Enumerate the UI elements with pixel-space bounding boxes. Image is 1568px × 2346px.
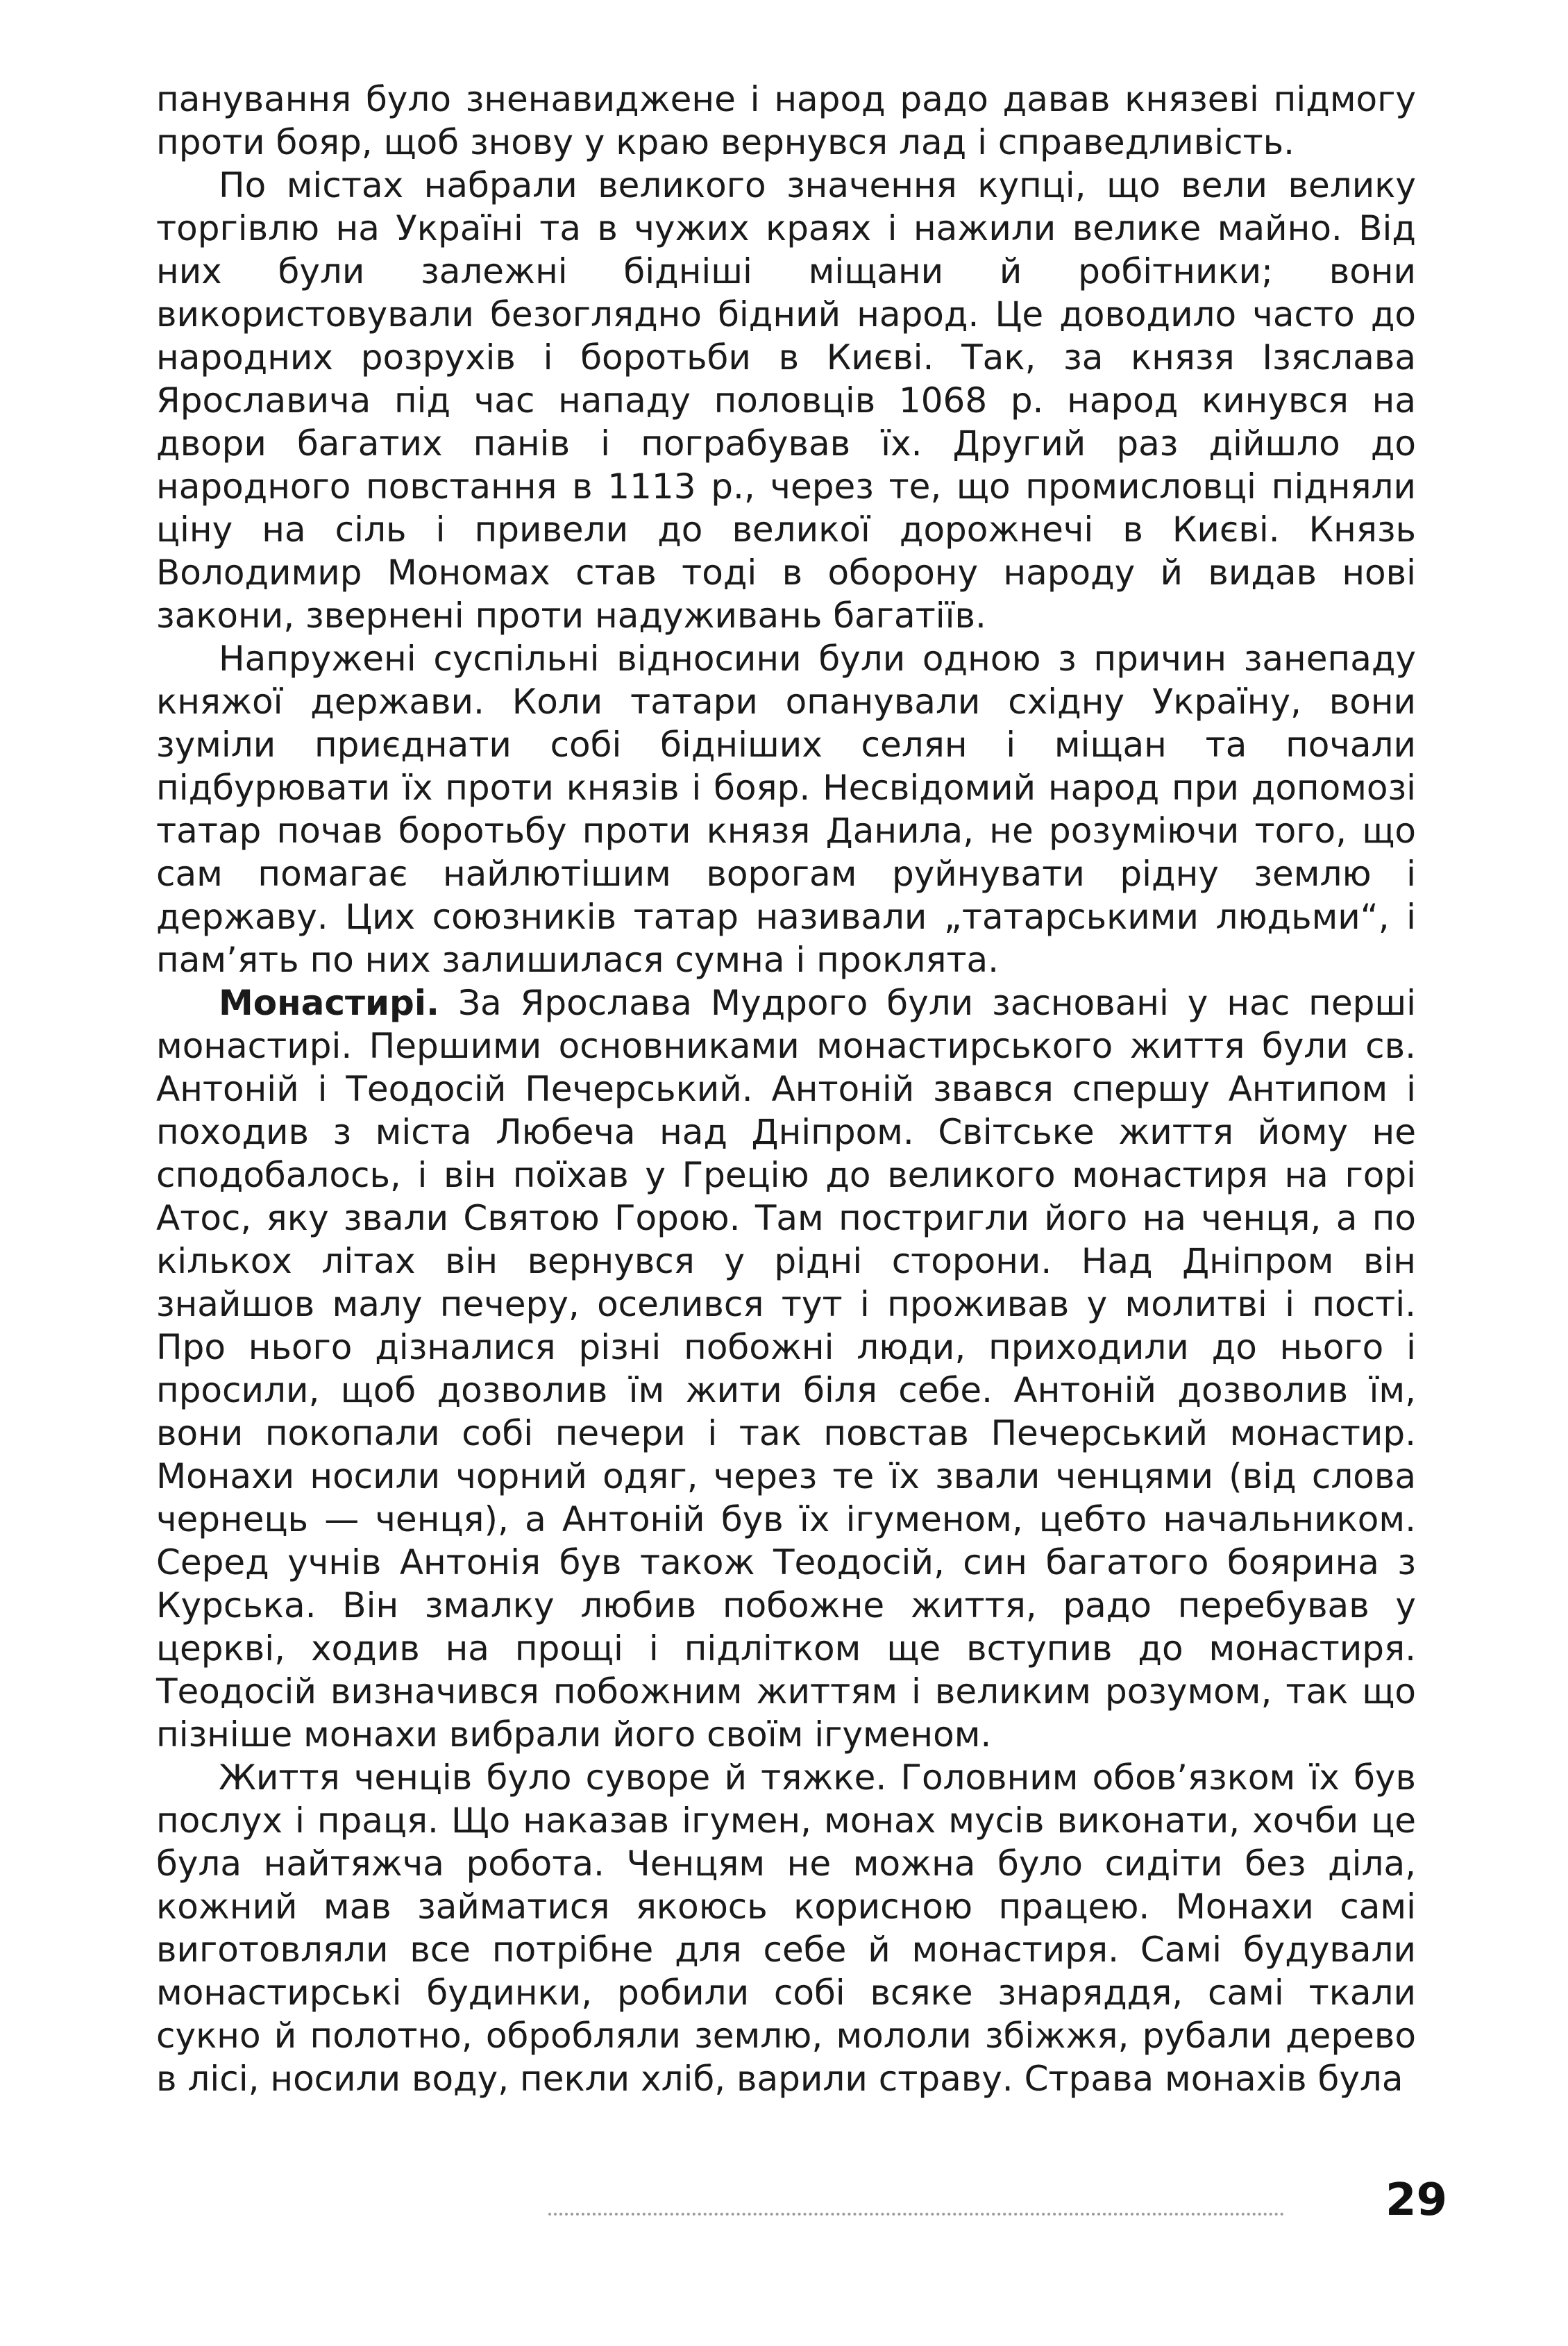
paragraph-3: Напружені суспільні відносини були одною з причин занепаду княжої держави. Коли татари опанували східну Україну, вони зуміли приєднати собі бідніших селян і міщан та почали підбурювати їх проти князів і бояр. Несвідомий народ при допомозі татар почав боротьбу проти князя Данила, не розуміючи того, що сам помагає найлютішим ворогам руйнувати рідну землю і державу. Цих союзників татар називали „татарськими людьми“, і пам’ять по них залишилася сумна і проклята. [156,639,1416,980]
monasteries-text: За Ярослава Мудрого були засновані у нас перші монастирі. Першими основниками монастирського життя були св. Антоній і Теодосій Печерський. Антоній звався спершу Антипом і походив з міста Любеча над Дніпром. Світське життя йому не сподобалось, і він поїхав у Грецію до великого монастиря на горі Атос, яку звали Святою Горою. Там постригли його на ченця, а по кількох літах він вернувся у рідні сторони. Над Дніпром він знайшов малу печеру, оселився тут і проживав у молитві і пості. Про нього дізналися різні побожні люди, приходили до нього і просили, щоб дозволив їм жити біля себе. Антоній дозволив їм, вони покопали собі печери і так повстав Печерський монастир. Монахи носили чорний одяг, через те їх звали ченцями (від слова чернець — ченця), а Антоній був їх ігуменом, цебто начальником. Серед учнів Антонія був також Теодосій, син багатого боярина з Курська. Він змалку любив побожне життя, радо перебував у церкві, ходив на прощі і підлітком ще вступив до монастиря. Теодосій визначився побожним життям і великим розумом, так що пізніше монахи вибрали його своїм ігуменом. [156,983,1416,1755]
page-text [156,78,1416,2100]
page-number: 29 [1385,2175,1448,2226]
section-heading-monasteries: Монастирі. [219,983,439,1023]
paragraph-1: панування було зненавиджене і народ радо давав князеві підмогу проти бояр, щоб знову у краю вернувся лад і справедливість. [156,79,1416,162]
paragraph-last: Життя ченців було суворе й тяжке. Головним обов’язком їх був послух і праця. Що наказав ігумен, монах мусів виконати, хочби це була найтяжча робота. Ченцям не можна було сидіти без діла, кожний мав займатися якоюсь корисною працею. Монахи самі виготовляли все потрібне для себе й монастиря. Самі будували монастирські будинки, робили собі всяке знаряддя, самі ткали сукно й полотно, обробляли землю, мололи збіжжя, рубали дерево в лісі, носили воду, пекли хліб, варили страву. Страва монахів була [156,1757,1416,2099]
footer-dotted-rule [548,2213,1284,2216]
paragraph-monasteries [156,981,1416,1756]
paragraph-2: По містах набрали великого значення купці, що вели велику торгівлю на Україні та в чужих краях і нажили велике майно. Від них були залежні бідніші міщани й робітники; вони використовували безоглядно бідний народ. Це доводило часто до народних розрухів і боротьби в Києві. Так, за князя Ізяслава Ярославича під час нападу половців 1068 р. народ кинувся на двори багатих панів і пограбував їх. Другий раз дійшло до народного повстання в 1113 р., через те, що промисловці підняли ціну на сіль і привели до великої дорожнечі в Києві. Князь Володимир Мономах став тоді в оборону народу й видав нові закони, звернені проти надуживань багатіїв. [156,165,1416,636]
